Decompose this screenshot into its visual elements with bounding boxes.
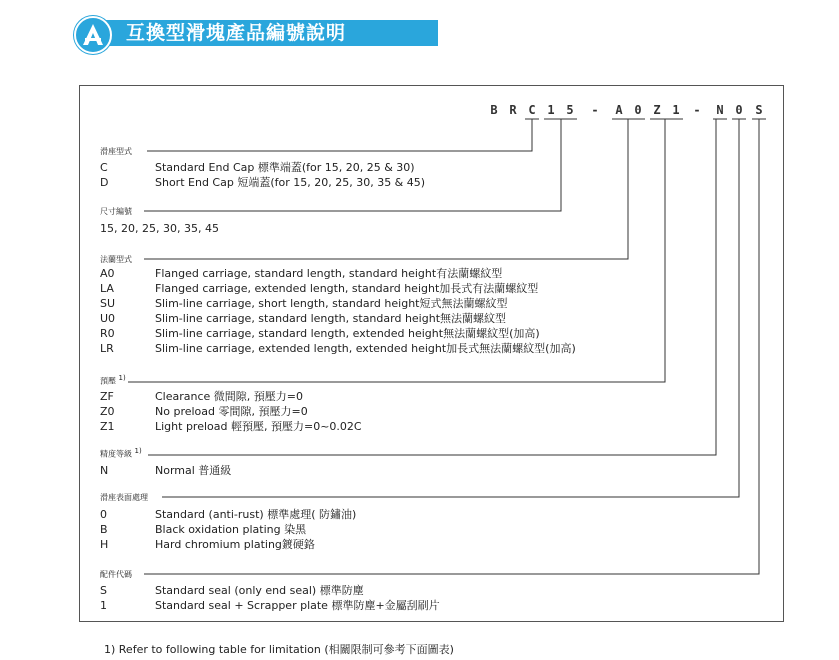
row-desc: Standard End Cap 標準端蓋(for 15, 20, 25 & 30) bbox=[155, 161, 415, 174]
row-desc: Slim-line carriage, short length, standard height短式無法蘭螺紋型 bbox=[155, 297, 508, 310]
row-code: N bbox=[100, 464, 109, 477]
row-desc: Slim-line carriage, standard length, standard height無法蘭螺紋型 bbox=[155, 312, 507, 325]
code-char: 0 bbox=[634, 103, 642, 117]
row-code: 0 bbox=[100, 508, 107, 521]
row-code: H bbox=[100, 538, 109, 551]
section-title-carriage-type: 滑座型式 bbox=[100, 147, 132, 156]
code-char: S bbox=[755, 103, 763, 117]
row-code: C bbox=[100, 161, 108, 174]
row-desc: Hard chromium plating鍍硬鉻 bbox=[155, 538, 315, 551]
row-code: A0 bbox=[100, 267, 115, 280]
row-code: U0 bbox=[100, 312, 116, 325]
row-desc: Standard (anti-rust) 標準處理( 防鏽油) bbox=[155, 508, 357, 521]
footnote: 1) Refer to following table for limitation (相關限制可參考下面圖表) bbox=[104, 643, 454, 656]
page-title: 互換型滑塊產品編號說明 bbox=[126, 22, 347, 44]
size-list: 15, 20, 25, 30, 35, 45 bbox=[100, 222, 219, 235]
section-title-preload: 預壓 $^{1)}$ bbox=[100, 374, 126, 386]
row-desc: Clearance 微間隙, 預壓力=0 bbox=[155, 390, 304, 403]
row-desc: Slim-line carriage, standard length, extended height無法蘭螺紋型(加高) bbox=[155, 327, 540, 340]
section-title-accuracy: 精度等級 $^{1)}$ bbox=[100, 447, 142, 459]
section-title-surface-treatment: 滑座表面處理 bbox=[100, 493, 148, 502]
row-code: LA bbox=[100, 282, 114, 295]
row-desc: Flanged carriage, extended length, standard height加長式有法蘭螺紋型 bbox=[155, 282, 539, 295]
section-title-size: 尺寸編號 bbox=[100, 207, 132, 216]
code-char: C bbox=[528, 103, 536, 117]
row-desc: No preload 零間隙, 預壓力=0 bbox=[155, 405, 308, 418]
code-char: 1 bbox=[672, 103, 680, 117]
row-code: B bbox=[100, 523, 108, 536]
code-char: - bbox=[693, 103, 701, 117]
row-desc: Short End Cap 短端蓋(for 15, 20, 25, 30, 35 & 45) bbox=[155, 176, 426, 189]
code-char: N bbox=[716, 103, 724, 117]
code-char: 5 bbox=[566, 103, 574, 117]
section-title-accessory-code: 配件代碼 bbox=[100, 570, 132, 579]
code-char: R bbox=[509, 103, 517, 117]
row-code: S bbox=[100, 584, 107, 597]
code-char: Z bbox=[653, 103, 661, 117]
row-code: R0 bbox=[100, 327, 115, 340]
row-desc: Standard seal + Scrapper plate 標準防塵+金屬刮刷片 bbox=[155, 599, 440, 612]
row-code: D bbox=[100, 176, 109, 189]
row-code: SU bbox=[100, 297, 116, 310]
row-desc: Slim-line carriage, extended length, extended height加長式無法蘭螺紋型(加高) bbox=[155, 342, 576, 355]
row-code: Z1 bbox=[100, 420, 115, 433]
code-char: 0 bbox=[735, 103, 743, 117]
row-code: LR bbox=[100, 342, 114, 355]
row-code: Z0 bbox=[100, 405, 115, 418]
code-char: B bbox=[490, 103, 498, 117]
row-desc: Standard seal (only end seal) 標準防塵 bbox=[155, 584, 364, 597]
section-title-flange-type: 法蘭型式 bbox=[100, 255, 132, 264]
row-desc: Light preload 輕預壓, 預壓力=0~0.02C bbox=[155, 420, 362, 433]
code-char: A bbox=[615, 103, 623, 117]
row-desc: Black oxidation plating 染黑 bbox=[155, 523, 307, 536]
row-code: ZF bbox=[100, 390, 114, 403]
row-desc: Normal 普通級 bbox=[155, 464, 232, 477]
code-char: 1 bbox=[547, 103, 555, 117]
row-code: 1 bbox=[100, 599, 107, 612]
code-char: - bbox=[591, 103, 599, 117]
row-desc: Flanged carriage, standard length, standard height有法蘭螺紋型 bbox=[155, 267, 503, 280]
